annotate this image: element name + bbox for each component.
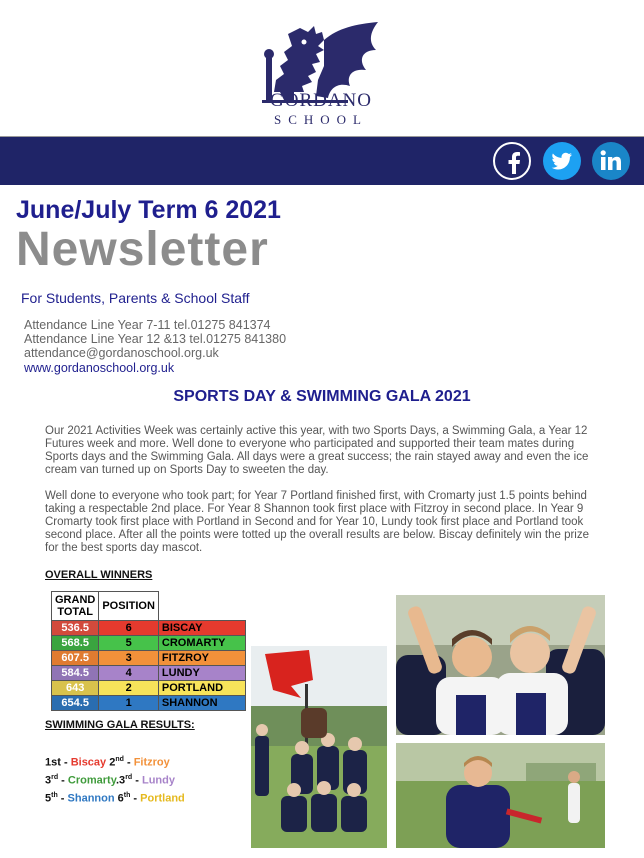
- total-cell: 643: [52, 681, 99, 696]
- house-fitzroy: Fitzroy: [133, 756, 170, 769]
- gala-result-line-1: 1st - Biscay 2nd - Fitzroy: [45, 756, 170, 769]
- house-cell: BISCAY: [158, 621, 245, 636]
- position-cell: 6: [99, 621, 159, 636]
- grand-total-header: GRAND TOTAL: [52, 592, 99, 621]
- house-cell: SHANNON: [158, 696, 245, 711]
- table-row: [52, 651, 246, 666]
- total-cell: 654.5: [52, 696, 99, 711]
- house-portland: Portland: [140, 792, 185, 805]
- article-paragraph-1: Our 2021 Activities Week was certainly active this year, with two Sports Days, a Swimming Gala, a Year 12 Futures week and more. Well done to everyone who participated and supported their team mates during Sports days and the Swimming Gala. All days were a great success; the rain stayed away and even the ice cream van turned up on Sports Day to sweeten the day.: [45, 425, 589, 476]
- school-name: GORDANO: [270, 90, 372, 111]
- cheering-students-photo: [396, 595, 605, 735]
- article-heading: SPORTS DAY & SWIMMING GALA 2021: [173, 388, 471, 405]
- house-cell: CROMARTY: [158, 636, 245, 651]
- swimming-gala-label: SWIMMING GALA RESULTS:: [45, 719, 195, 731]
- position-cell: 4: [99, 666, 159, 681]
- house-cromarty: Cromarty: [67, 774, 116, 787]
- attendance-email[interactable]: attendance@gordanoschool.org.uk: [24, 346, 219, 360]
- table-row: [52, 636, 246, 651]
- attendance-line-2: Attendance Line Year 12 &13 tel.01275 841380: [24, 332, 287, 346]
- newsletter-title: Newsletter: [16, 223, 269, 276]
- position-cell: 5: [99, 636, 159, 651]
- total-cell: 584.5: [52, 666, 99, 681]
- house-cell: FITZROY: [158, 651, 245, 666]
- total-cell: 536.5: [52, 621, 99, 636]
- table-row: [52, 681, 246, 696]
- house-shannon: Shannon: [67, 792, 115, 805]
- mascot-pyramid-photo: [251, 646, 387, 848]
- article-paragraph-2: Well done to everyone who took part; for Year 7 Portland finished first, with Cromarty just 1.5 points behind taking a respectable 2nd place. For Year 8 Shannon took first place with Fitzroy in second place. In Year 9 Cromarty took first place with Portland in Second and for Year 10, Lundy took first place and Portland took second place. After all the points were totted up the overall results are below. Biscay definitely win the prize for the best sports day mascot.: [45, 490, 589, 554]
- gala-result-line-2: 3rd - Cromarty.3rd - Lundy: [45, 774, 175, 787]
- total-cell: 607.5: [52, 651, 99, 666]
- linkedin-icon[interactable]: [592, 142, 630, 180]
- house-lundy: Lundy: [141, 774, 175, 787]
- house-cell: LUNDY: [158, 666, 245, 681]
- gala-result-line-3: 5th - Shannon 6th - Portland: [45, 792, 185, 805]
- term-heading: June/July Term 6 2021: [16, 196, 281, 224]
- position-cell: 1: [99, 696, 159, 711]
- table-row: [52, 621, 246, 636]
- position-cell: 2: [99, 681, 159, 696]
- overall-winners-label: OVERALL WINNERS: [45, 569, 153, 581]
- school-website-link[interactable]: www.gordanoschool.org.uk: [24, 361, 175, 375]
- table-row: [52, 666, 246, 681]
- table-row: [52, 696, 246, 711]
- school-subtitle: SCHOOL: [273, 112, 368, 127]
- relay-runner-photo: [396, 743, 605, 848]
- total-cell: 568.5: [52, 636, 99, 651]
- house-biscay: Biscay: [70, 756, 107, 769]
- audience-line: For Students, Parents & School Staff: [21, 290, 250, 306]
- house-cell: PORTLAND: [158, 681, 245, 696]
- table-header-row: [52, 592, 246, 621]
- overall-results-table: [51, 591, 246, 711]
- position-cell: 3: [99, 651, 159, 666]
- twitter-icon[interactable]: [543, 142, 581, 180]
- attendance-line-1: Attendance Line Year 7-11 tel.01275 841374: [24, 318, 271, 332]
- position-header: POSITION: [99, 592, 159, 621]
- facebook-icon[interactable]: [493, 142, 531, 180]
